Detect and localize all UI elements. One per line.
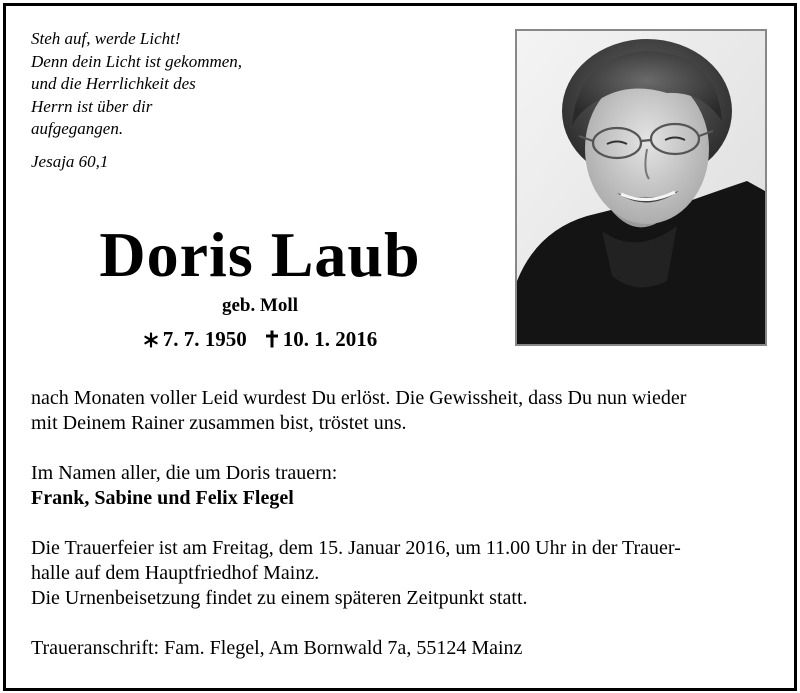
funeral-line: halle auf dem Hauptfriedhof Mainz. [31, 562, 320, 584]
funeral-line: Die Trauerfeier ist am Freitag, dem 15. Januar 2016, um 11.00 Uhr in der Trauer- [31, 537, 681, 559]
verse-line: Herrn ist über dir [31, 96, 153, 116]
verse-line: Denn dein Licht ist gekommen, [31, 51, 243, 71]
mourning-address: Traueranschrift: Fam. Flegel, Am Bornwald 7a, 55124 Mainz [31, 637, 523, 659]
message-line: nach Monaten voller Leid wurdest Du erlöst. Die Gewissheit, dass Du nun wieder [31, 387, 687, 409]
birth-name: geb. Moll [222, 295, 298, 316]
death-date: 10. 1. 2016 [282, 327, 378, 351]
deceased-name: Doris Laub [99, 219, 421, 290]
obituary-body [31, 386, 771, 661]
bible-verse [31, 28, 242, 173]
death-cross-icon [265, 329, 279, 354]
verse-line: und die Herrlichkeit des [31, 74, 196, 93]
verse-reference: Jesaja 60,1 [31, 151, 109, 171]
message-line: mit Deinem Rainer zusammen bist, tröstet uns. [31, 412, 407, 434]
mourners-intro: Im Namen aller, die um Doris trauern: [31, 462, 338, 484]
life-dates [0, 327, 520, 354]
mourners-paragraph [31, 461, 771, 511]
mourners-names: Frank, Sabine und Felix Flegel [31, 487, 294, 509]
portrait-photo [515, 29, 767, 346]
birth-star-icon [143, 329, 159, 354]
birth-date: 7. 7. 1950 [162, 327, 247, 351]
funeral-line: Die Urnenbeisetzung findet zu einem späteren Zeitpunkt statt. [31, 587, 528, 609]
verse-line: aufgegangen. [31, 119, 124, 138]
funeral-paragraph [31, 536, 771, 611]
message-paragraph [31, 386, 771, 436]
verse-line: Steh auf, werde Licht! [31, 29, 181, 48]
